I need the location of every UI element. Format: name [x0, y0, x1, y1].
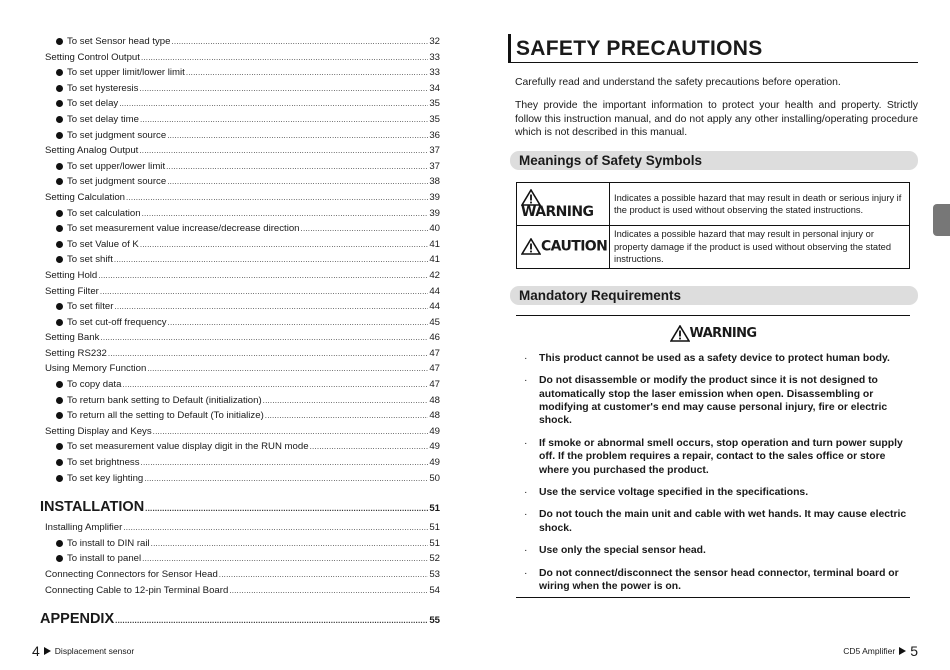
- page-number: 4: [32, 643, 40, 659]
- bullet-icon: [56, 397, 63, 404]
- safety-page: [508, 34, 918, 598]
- toc-entry-page: 50: [429, 472, 440, 484]
- leader-dots: [144, 471, 428, 487]
- toc-entry-text: To set measurement value increase/decrease direction: [67, 223, 300, 235]
- bullet-icon: [56, 319, 63, 326]
- leader-dots: [263, 393, 429, 409]
- toc-entry: [40, 81, 440, 97]
- leader-dots: [301, 221, 429, 237]
- leader-dots: [171, 34, 428, 50]
- toc-entry: [40, 252, 440, 268]
- toc-entry-page: 51: [429, 522, 440, 534]
- section-heading: Mandatory Requirements: [510, 286, 918, 305]
- toc-entry: [40, 455, 440, 471]
- symbol-label: WARNING: [521, 204, 594, 221]
- leader-dots: [141, 50, 428, 66]
- bullet-icon: [56, 381, 63, 388]
- list-item: · Do not connect/disconnect the sensor head connector, terminal board or wiring when the power is on.: [524, 567, 899, 592]
- requirement-text: If smoke or abnormal smell occurs, stop operation and turn power supply off. If the problem requires a repair, contact to the sales office or store where you purchased the product.: [539, 437, 903, 476]
- toc-entry-page: 49: [429, 457, 440, 469]
- toc-entry-text: Setting Display and Keys: [45, 425, 152, 437]
- toc-entry-text: To set upper/lower limit: [67, 160, 166, 172]
- toc-entry-text: To set calculation: [67, 207, 141, 219]
- leader-dots: [100, 330, 428, 346]
- symbol-label: CAUTION: [541, 238, 608, 255]
- bullet-icon: [56, 459, 63, 466]
- list-item: · Do not disassemble or modify the product since it is not designed to automatically stop the laser emission when open. Disassembling or modifying at customer's end may cause personal injury, fire or electric shock.: [524, 375, 888, 427]
- toc-entry: [40, 393, 440, 409]
- toc-entry-text: APPENDIX: [40, 611, 115, 628]
- toc-entry-page: 51: [429, 503, 440, 515]
- leader-dots: [114, 252, 428, 268]
- footer-left: [32, 643, 134, 659]
- table-row: [517, 226, 910, 269]
- toc-entry-text: Using Memory Function: [45, 363, 147, 375]
- toc-entry-page: 46: [429, 332, 440, 344]
- leader-dots: [114, 299, 428, 315]
- requirement-text: Do not disassemble or modify the product since it is not designed to automatically stop the laser emission when open. Disassembling or modifying at customer's end may cause personal injury, fire or electric shock.: [539, 375, 888, 427]
- caution-triangle-icon: [521, 238, 541, 255]
- divider: [516, 315, 910, 316]
- symbols-table: [516, 182, 910, 269]
- warning-triangle-icon: [670, 325, 690, 342]
- bullet-icon: [56, 163, 63, 170]
- toc-entry: [40, 471, 440, 487]
- leader-dots: [168, 315, 429, 331]
- toc-entry: [40, 65, 440, 81]
- symbol-description: Indicates a possible hazard that may result in personal injury or property damage if the product is used without observing the stated instructions.: [610, 226, 910, 269]
- chapter-tab: [933, 204, 950, 236]
- footer-label: Displacement sensor: [54, 646, 135, 656]
- toc-entry: [40, 361, 440, 377]
- leader-dots: [153, 424, 429, 440]
- leader-dots: [151, 536, 429, 552]
- toc-entry-text: To install to panel: [67, 553, 142, 565]
- toc-entry-text: To set delay time: [67, 113, 139, 125]
- toc-entry-page: 41: [429, 254, 440, 266]
- symbol-description: Indicates a possible hazard that may result in death or serious injury if the product is used without observing the stated instructions.: [610, 183, 910, 226]
- leader-dots: [310, 439, 429, 455]
- leader-dots: [100, 284, 428, 300]
- toc-entry: [40, 424, 440, 440]
- caution-symbol: [517, 226, 610, 269]
- toc-entry: [40, 221, 440, 237]
- list-item: · If smoke or abnormal smell occurs, stop operation and turn power supply off. If the problem requires a repair, contact to the sales office or store where you purchased the product.: [524, 437, 903, 476]
- toc-entry: [40, 551, 440, 567]
- toc-entry-text: To set brightness: [67, 457, 140, 469]
- bullet-icon: [56, 116, 63, 123]
- mandatory-warning-heading: [508, 325, 918, 342]
- toc-entry: [40, 494, 440, 520]
- leader-dots: [229, 583, 428, 599]
- intro-paragraph: Carefully read and understand the safety precautions before operation.: [515, 77, 841, 88]
- toc-entry-page: 39: [429, 207, 440, 219]
- toc-entry: [40, 34, 440, 50]
- bullet-icon: [56, 38, 63, 45]
- toc-entry-text: To set Sensor head type: [67, 36, 171, 47]
- bullet-icon: [56, 241, 63, 248]
- toc-entry-page: 35: [429, 113, 440, 125]
- toc-entry: [40, 377, 440, 393]
- list-item: · This product cannot be used as a safety device to protect human body.: [524, 352, 890, 364]
- toc-entry: [40, 174, 440, 190]
- toc-entry: [40, 268, 440, 284]
- toc-entry-page: 47: [429, 379, 440, 391]
- leader-dots: [147, 361, 428, 377]
- toc-entry-page: 39: [429, 191, 440, 203]
- toc-entry-text: Setting Calculation: [45, 191, 125, 203]
- leader-dots: [140, 112, 428, 128]
- toc-entry: [40, 567, 440, 583]
- toc-entry: [40, 50, 440, 66]
- toc-entry: [40, 299, 440, 315]
- leader-dots: [265, 408, 429, 424]
- toc-entry: [40, 520, 440, 536]
- toc: [40, 34, 440, 632]
- list-item: · Use only the special sensor head.: [524, 545, 706, 557]
- toc-entry: [40, 330, 440, 346]
- triangle-icon: [44, 647, 51, 655]
- leader-dots: [98, 268, 428, 284]
- toc-entry-text: To return bank setting to Default (initialization): [67, 394, 262, 406]
- toc-entry: [40, 606, 440, 632]
- toc-entry-text: To set cut-off frequency: [67, 316, 167, 328]
- toc-entry-page: 44: [429, 285, 440, 297]
- toc-entry-text: To set upper limit/lower limit: [67, 67, 185, 79]
- toc-entry-page: 37: [429, 160, 440, 172]
- toc-entry-text: To set shift: [67, 254, 113, 266]
- toc-entry-page: 37: [429, 145, 440, 157]
- toc-entry-page: 36: [429, 129, 440, 141]
- toc-entry-text: To install to DIN rail: [67, 537, 150, 549]
- warning-label: WARNING: [689, 325, 757, 341]
- toc-entry: [40, 190, 440, 206]
- leader-dots: [139, 81, 428, 97]
- leader-dots: [166, 159, 428, 175]
- toc-entry-text: To set Value of K: [67, 238, 139, 250]
- requirements-list: [508, 352, 918, 594]
- divider: [516, 597, 910, 598]
- toc-entry-text: To set judgment source: [67, 129, 167, 141]
- toc-entry: [40, 536, 440, 552]
- leader-dots: [126, 190, 428, 206]
- toc-entry-page: 54: [429, 584, 440, 596]
- toc-entry: [40, 128, 440, 144]
- toc-entry-page: 34: [429, 82, 440, 94]
- intro-paragraph: They provide the important information to protect your health and property. Strictly follow this instruction manual, and do not apply any other installing/operating procedure which is not described in this manual.: [515, 99, 918, 139]
- toc-entry-text: To set delay: [67, 98, 119, 110]
- toc-entry-page: 42: [429, 269, 440, 281]
- toc-entry: [40, 284, 440, 300]
- toc-entry-page: 33: [429, 51, 440, 63]
- page-title: SAFETY PRECAUTIONS: [508, 34, 918, 63]
- leader-dots: [142, 551, 428, 567]
- page-number: 5: [910, 643, 918, 659]
- leader-dots: [145, 496, 428, 522]
- toc-entry: [40, 583, 440, 599]
- leader-dots: [115, 608, 428, 634]
- leader-dots: [122, 377, 428, 393]
- list-item: · Use the service voltage specified in the specifications.: [524, 486, 809, 498]
- toc-entry-text: Connecting Cable to 12-pin Terminal Board: [45, 584, 229, 596]
- toc-entry-text: To set measurement value display digit in the RUN mode: [67, 441, 309, 453]
- toc-entry-page: 47: [429, 363, 440, 375]
- toc-entry: [40, 315, 440, 331]
- leader-dots: [219, 567, 429, 583]
- leader-dots: [140, 237, 429, 253]
- toc-entry: [40, 96, 440, 112]
- toc-entry-text: Setting RS232: [45, 347, 107, 359]
- toc-entry-text: Setting Bank: [45, 332, 100, 344]
- list-item: · Do not touch the main unit and cable with wet hands. It may cause electric shock.: [524, 509, 907, 534]
- toc-entry-text: To copy data: [67, 379, 122, 391]
- toc-entry-text: To set filter: [67, 301, 114, 313]
- toc-entry-page: 33: [429, 67, 440, 79]
- leader-dots: [167, 128, 428, 144]
- footer-right: [843, 643, 918, 659]
- bullet-icon: [56, 210, 63, 217]
- leader-dots: [141, 455, 429, 471]
- toc-entry-page: 35: [429, 98, 440, 110]
- requirement-text: Use the service voltage specified in the specifications.: [539, 486, 809, 498]
- toc-entry-page: 49: [429, 425, 440, 437]
- leader-dots: [119, 96, 428, 112]
- toc-entry-text: To set judgment source: [67, 176, 167, 188]
- toc-entry-text: Installing Amplifier: [45, 522, 123, 534]
- warning-symbol: [517, 183, 610, 226]
- toc-entry-text: INSTALLATION: [40, 499, 145, 516]
- toc-entry-page: 47: [429, 347, 440, 359]
- toc-entry-text: Setting Analog Output: [45, 145, 139, 157]
- toc-entry-text: To set key lighting: [67, 472, 144, 484]
- leader-dots: [142, 206, 429, 222]
- toc-entry-page: 41: [429, 238, 440, 250]
- toc-entry-page: 48: [429, 410, 440, 422]
- toc-entry: [40, 439, 440, 455]
- toc-entry-text: Setting Control Output: [45, 51, 140, 63]
- bullet-icon: [56, 85, 63, 92]
- toc-entry-page: 49: [429, 441, 440, 453]
- bullet-icon: [56, 475, 63, 482]
- toc-entry-text: Setting Filter: [45, 285, 99, 297]
- toc-entry: [40, 237, 440, 253]
- toc-entry-text: Setting Hold: [45, 269, 98, 281]
- leader-dots: [186, 65, 429, 81]
- leader-dots: [167, 174, 428, 190]
- toc-entry: [40, 206, 440, 222]
- leader-dots: [123, 520, 428, 536]
- section-heading: Meanings of Safety Symbols: [510, 151, 918, 170]
- requirement-text: Do not connect/disconnect the sensor head connector, terminal board or wiring when the power is on.: [539, 567, 899, 592]
- toc-entry: [40, 143, 440, 159]
- footer-label: CD5 Amplifier: [843, 646, 896, 656]
- toc-entry: [40, 346, 440, 362]
- toc-entry-text: Connecting Connectors for Sensor Head: [45, 569, 218, 580]
- toc-entry: [40, 408, 440, 424]
- toc-entry-page: 51: [429, 537, 440, 549]
- toc-entry-page: 53: [429, 569, 440, 580]
- requirement-text: Use only the special sensor head.: [539, 545, 706, 557]
- toc-entry-page: 55: [429, 615, 440, 627]
- toc-entry-text: To return all the setting to Default (To initialize): [67, 410, 264, 422]
- toc-entry-page: 38: [429, 176, 440, 188]
- bullet-icon: [56, 540, 63, 547]
- toc-entry: [40, 112, 440, 128]
- toc-entry-page: 48: [429, 394, 440, 406]
- toc-entry: [40, 159, 440, 175]
- toc-entry-page: 44: [429, 301, 440, 313]
- requirement-text: Do not touch the main unit and cable with wet hands. It may cause electric shock.: [539, 509, 907, 534]
- triangle-icon: [899, 647, 906, 655]
- table-row: [517, 183, 910, 226]
- requirement-text: This product cannot be used as a safety device to protect human body.: [539, 352, 890, 364]
- toc-entry-page: 45: [429, 316, 440, 328]
- toc-entry-text: To set hysteresis: [67, 82, 139, 94]
- leader-dots: [108, 346, 428, 362]
- toc-entry-page: 52: [429, 553, 440, 565]
- leader-dots: [139, 143, 428, 159]
- toc-entry-page: 40: [429, 223, 440, 235]
- bullet-icon: [56, 132, 63, 139]
- toc-entry-page: 32: [429, 36, 440, 47]
